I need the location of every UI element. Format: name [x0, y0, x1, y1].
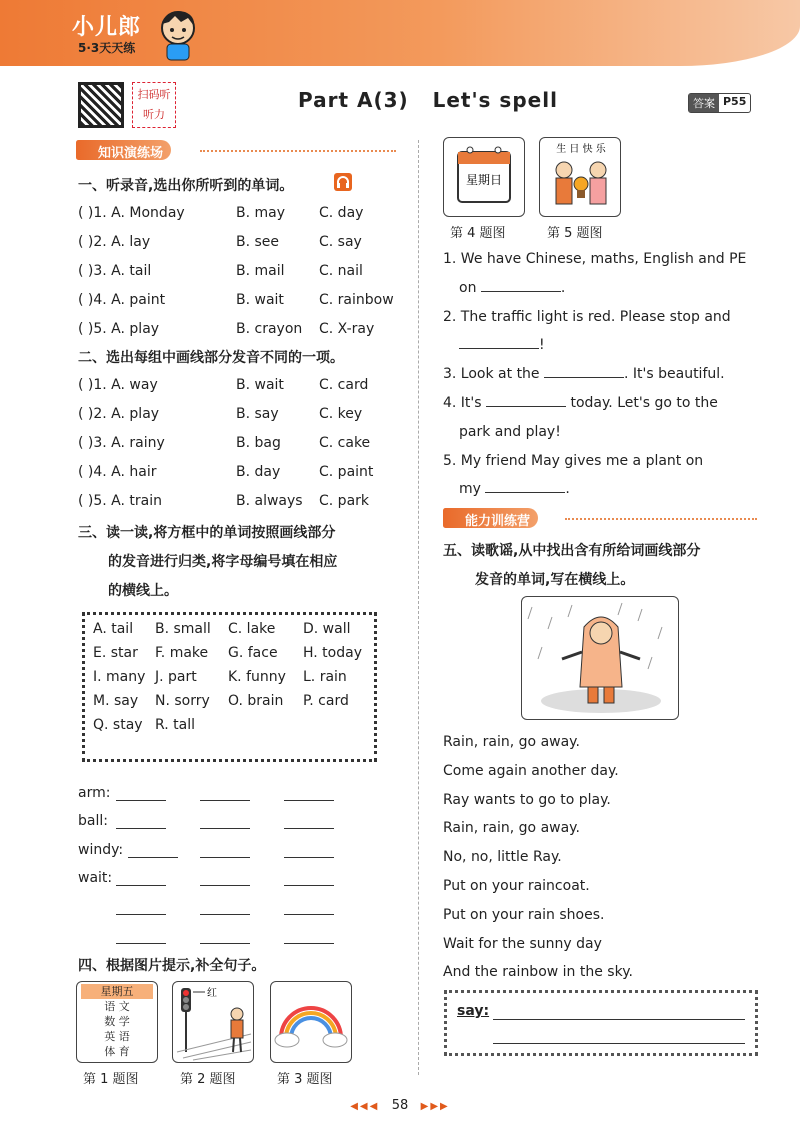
list-item: 1. We have Chinese, maths, English and PE: [443, 251, 747, 267]
answer-blank[interactable]: [200, 828, 250, 829]
poem-line: Come again another day.: [443, 762, 619, 779]
category-row: ball:: [78, 801, 368, 830]
answer-blank[interactable]: [116, 800, 166, 801]
category-row: arm:: [78, 772, 368, 801]
poem-line: Put on your rain shoes.: [443, 906, 605, 923]
answer-blank[interactable]: [116, 885, 166, 886]
list-item: 2. The traffic light is red. Please stop and: [443, 308, 731, 325]
answer-line[interactable]: [493, 1019, 745, 1020]
caption-2: 第 2 题图: [180, 1072, 236, 1087]
series-name: 5·3天天练: [78, 41, 136, 55]
poem: [443, 728, 633, 987]
answer-blank[interactable]: [544, 377, 624, 378]
answer-line[interactable]: [493, 1043, 745, 1044]
word-option: R. tall: [155, 717, 195, 733]
list-item: ( )3. A. tail B. mail C. nail: [78, 262, 363, 279]
list-item: ( )4. A. paint B. wait C. rainbow: [78, 291, 394, 308]
list-item: ( )2. A. play B. say C. key: [78, 406, 363, 423]
section1-list: [78, 199, 408, 343]
section2-list: [78, 371, 408, 515]
list-item: 4. It's today. Let's go to the: [443, 394, 718, 411]
tag-dots: [565, 518, 757, 520]
next-arrows-icon: ▶▶▶: [420, 1101, 450, 1112]
list-item: ( )3. A. rainy B. bag C. cake: [78, 434, 371, 451]
word-option: O. brain: [228, 693, 284, 709]
say-answer-box: [444, 990, 758, 1056]
answer-blank[interactable]: [116, 914, 166, 915]
category-row: wait:: [78, 858, 368, 887]
poem-line: Ray wants to go to play.: [443, 791, 611, 808]
poem-line: No, no, little Ray.: [443, 849, 562, 866]
answer-blank[interactable]: [200, 857, 250, 858]
ability-tag: 能力训练营: [443, 508, 538, 528]
word-option: F. make: [155, 645, 209, 661]
caption-4: 第 4 题图: [450, 226, 506, 241]
answer-blank[interactable]: [116, 828, 166, 829]
word-option: B. small: [155, 621, 211, 637]
caption-5: 第 5 题图: [547, 226, 603, 241]
traffic-light-picture: [172, 981, 254, 1063]
word-option: A. tail: [93, 621, 134, 637]
word-grid: [93, 621, 366, 733]
word-box: [82, 612, 377, 762]
answer-blank[interactable]: [284, 800, 334, 801]
word-option: L. rain: [303, 669, 347, 685]
section2-title: 二、选出每组中画线部分发音不同的一项。: [78, 350, 344, 366]
headphone-icon[interactable]: [334, 173, 352, 191]
answer-blank[interactable]: [200, 800, 250, 801]
word-option: C. lake: [228, 621, 276, 637]
mascot-icon: [155, 6, 201, 62]
answer-blank[interactable]: [486, 406, 566, 407]
rainbow-picture: [270, 981, 352, 1063]
word-option: G. face: [228, 645, 278, 661]
rain-girl-picture: [521, 596, 679, 720]
say-label: say:: [457, 1003, 490, 1019]
caption-1: 第 1 题图: [83, 1072, 139, 1087]
list-item: 5. My friend May gives me a plant on: [443, 452, 704, 469]
brand-logo: 小儿郎: [72, 15, 142, 40]
word-option: P. card: [303, 693, 349, 709]
list-item: ( )2. A. lay B. see C. say: [78, 234, 362, 251]
knowledge-tag: 知识演练场: [76, 140, 171, 160]
sentence-list: [443, 245, 761, 504]
red-light-label: 红: [207, 988, 217, 999]
category-row: [78, 915, 368, 944]
section5-title: 五、读歌谣,从中找出含有所给词画线部分 发音的单词,写在横线上。: [443, 543, 701, 588]
timetable-picture: 星期五 语 文 数 学 英 语 体 育: [76, 981, 158, 1063]
word-option: M. say: [93, 693, 139, 709]
answer-blank[interactable]: [284, 914, 334, 915]
answer-blank[interactable]: [200, 914, 250, 915]
category-row: [78, 886, 368, 915]
caption-3: 第 3 题图: [277, 1072, 333, 1087]
answer-blank[interactable]: [284, 943, 334, 944]
list-item: ( )5. A. train B. always C. park: [78, 492, 370, 509]
sort-lines: [78, 772, 368, 944]
word-option: N. sorry: [155, 693, 210, 709]
list-item: 3. Look at the . It's beautiful.: [443, 366, 725, 383]
list-item: my .: [459, 481, 570, 498]
page-number: 58: [391, 1098, 409, 1113]
answer-page: P55: [723, 95, 747, 108]
answer-label: 答案: [689, 94, 719, 112]
page-title: Part A(3) Let's spell: [298, 88, 558, 112]
answer-reference: [688, 93, 751, 113]
section4-title: 四、根据图片提示,补全句子。: [78, 958, 266, 974]
qr-code[interactable]: [78, 82, 124, 128]
answer-blank[interactable]: [284, 857, 334, 858]
answer-blank[interactable]: [200, 885, 250, 886]
list-item: on .: [459, 279, 566, 296]
word-option: E. star: [93, 645, 138, 661]
answer-blank[interactable]: [116, 943, 166, 944]
section1-title: 一、听录音,选出你所听到的单词。: [78, 178, 294, 194]
answer-blank[interactable]: [284, 885, 334, 886]
poem-line: Rain, rain, go away.: [443, 734, 580, 750]
word-option: K. funny: [228, 669, 286, 685]
answer-blank[interactable]: [459, 348, 539, 349]
category-row: windy:: [78, 829, 368, 858]
list-item: ( )1. A. way B. wait C. card: [78, 377, 369, 394]
list-item: ( )4. A. hair B. day C. paint: [78, 463, 374, 480]
poem-line: Rain, rain, go away.: [443, 820, 580, 837]
prev-arrows-icon: ◀◀◀: [350, 1101, 380, 1112]
answer-blank[interactable]: [128, 857, 178, 858]
poem-line: And the rainbow in the sky.: [443, 964, 633, 981]
list-item: !: [443, 331, 761, 360]
answer-blank[interactable]: [284, 828, 334, 829]
word-option: I. many: [93, 669, 146, 685]
calendar-day-label: 星期日: [465, 173, 503, 187]
poem-line: Put on your raincoat.: [443, 877, 590, 894]
poem-line: Wait for the sunny day: [443, 935, 602, 952]
calendar-picture: [443, 137, 525, 217]
word-option: Q. stay: [93, 717, 143, 733]
section3-title: 三、读一读,将方框中的单词按照画线部分 的发音进行归类,将字母编号填在相应 的横线上。: [78, 525, 338, 599]
birthday-label: 生 日 快 乐: [556, 144, 606, 155]
page-footer: [0, 1098, 800, 1113]
answer-blank[interactable]: [481, 291, 561, 292]
list-item: ( )5. A. play B. crayon C. X-ray: [78, 320, 375, 337]
column-divider: [418, 140, 419, 1075]
word-option: D. wall: [303, 621, 351, 637]
answer-blank[interactable]: [200, 943, 250, 944]
answer-blank[interactable]: [485, 492, 565, 493]
birthday-picture: [539, 137, 621, 217]
tag-dots: [200, 150, 396, 152]
scan-listen-label: 扫码听听力: [132, 82, 176, 128]
word-option: J. part: [155, 669, 197, 685]
list-item: ( )1. A. Monday B. may C. day: [78, 205, 364, 222]
list-item: park and play!: [459, 423, 561, 440]
word-option: H. today: [303, 645, 362, 661]
